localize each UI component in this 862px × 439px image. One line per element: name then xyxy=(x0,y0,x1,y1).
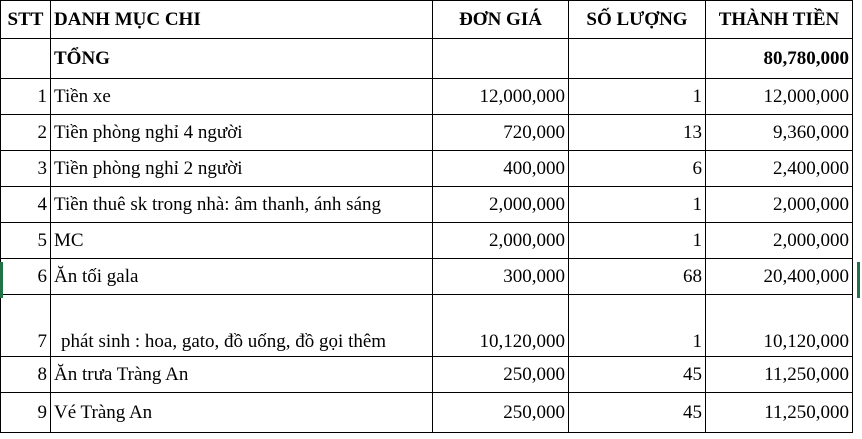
row-total[interactable]: 11,250,000 xyxy=(706,357,853,393)
table-row xyxy=(1,357,853,393)
row-quantity[interactable]: 45 xyxy=(569,393,706,433)
row-quantity[interactable]: 6 xyxy=(569,151,706,187)
table-row xyxy=(1,295,853,357)
row-stt[interactable]: 5 xyxy=(1,223,51,259)
table-row xyxy=(1,187,853,223)
row-category[interactable]: Ăn tối gala xyxy=(51,259,433,295)
row-stt[interactable]: 9 xyxy=(1,393,51,433)
row-stt[interactable]: 8 xyxy=(1,357,51,393)
row-unit-price[interactable]: 2,000,000 xyxy=(433,223,569,259)
table-row xyxy=(1,115,853,151)
summary-unit-price-cell[interactable] xyxy=(433,39,569,79)
row-unit-price[interactable]: 10,120,000 xyxy=(433,295,569,357)
row-stt[interactable]: 7 xyxy=(1,295,51,357)
header-quantity[interactable]: SỐ LƯỢNG xyxy=(569,1,706,39)
row-quantity[interactable]: 45 xyxy=(569,357,706,393)
summary-total[interactable]: 80,780,000 xyxy=(706,39,853,79)
row-category[interactable]: Ăn trưa Tràng An xyxy=(51,357,433,393)
row-category[interactable]: Vé Tràng An xyxy=(51,393,433,433)
row-category[interactable]: Tiền xe xyxy=(51,79,433,115)
row-unit-price[interactable]: 300,000 xyxy=(433,259,569,295)
table-row xyxy=(1,79,853,115)
row-total[interactable]: 10,120,000 xyxy=(706,295,853,357)
row-unit-price[interactable]: 12,000,000 xyxy=(433,79,569,115)
row-stt[interactable]: 1 xyxy=(1,79,51,115)
row-unit-price[interactable]: 250,000 xyxy=(433,357,569,393)
header-total[interactable]: THÀNH TIỀN xyxy=(706,1,853,39)
table-row xyxy=(1,151,853,187)
summary-quantity-cell[interactable] xyxy=(569,39,706,79)
row-unit-price[interactable]: 2,000,000 xyxy=(433,187,569,223)
header-row xyxy=(1,1,853,39)
header-unit-price[interactable]: ĐƠN GIÁ xyxy=(433,1,569,39)
row-unit-price[interactable]: 720,000 xyxy=(433,115,569,151)
row-unit-price[interactable]: 250,000 xyxy=(433,393,569,433)
header-category[interactable]: DANH MỤC CHI xyxy=(51,1,433,39)
row-category[interactable]: phát sinh : hoa, gato, đồ uống, đồ gọi thêm xyxy=(51,295,433,357)
summary-stt-cell[interactable] xyxy=(1,39,51,79)
row-quantity[interactable]: 1 xyxy=(569,79,706,115)
row-total[interactable]: 2,000,000 xyxy=(706,223,853,259)
row-stt[interactable]: 2 xyxy=(1,115,51,151)
summary-label[interactable]: TỔNG xyxy=(51,39,433,79)
row-quantity[interactable]: 1 xyxy=(569,187,706,223)
row-category[interactable]: MC xyxy=(51,223,433,259)
row-quantity[interactable]: 13 xyxy=(569,115,706,151)
row-stt[interactable]: 6 xyxy=(1,259,51,295)
row-selection-marker-left xyxy=(0,262,3,298)
row-stt[interactable]: 3 xyxy=(1,151,51,187)
summary-row xyxy=(1,39,853,79)
row-total[interactable]: 2,000,000 xyxy=(706,187,853,223)
row-total[interactable]: 20,400,000 xyxy=(706,259,853,295)
row-category[interactable]: Tiền phòng nghỉ 4 người xyxy=(51,115,433,151)
row-total[interactable]: 2,400,000 xyxy=(706,151,853,187)
table-row xyxy=(1,259,853,295)
table-row xyxy=(1,393,853,433)
row-selection-marker-right xyxy=(857,262,860,298)
row-total[interactable]: 11,250,000 xyxy=(706,393,853,433)
row-total[interactable]: 9,360,000 xyxy=(706,115,853,151)
row-quantity[interactable]: 68 xyxy=(569,259,706,295)
row-quantity[interactable]: 1 xyxy=(569,223,706,259)
row-category[interactable]: Tiền thuê sk trong nhà: âm thanh, ánh sáng xyxy=(51,187,433,223)
row-category[interactable]: Tiền phòng nghỉ 2 người xyxy=(51,151,433,187)
table-row xyxy=(1,223,853,259)
row-quantity[interactable]: 1 xyxy=(569,295,706,357)
header-stt[interactable]: STT xyxy=(1,1,51,39)
row-total[interactable]: 12,000,000 xyxy=(706,79,853,115)
row-unit-price[interactable]: 400,000 xyxy=(433,151,569,187)
row-stt[interactable]: 4 xyxy=(1,187,51,223)
